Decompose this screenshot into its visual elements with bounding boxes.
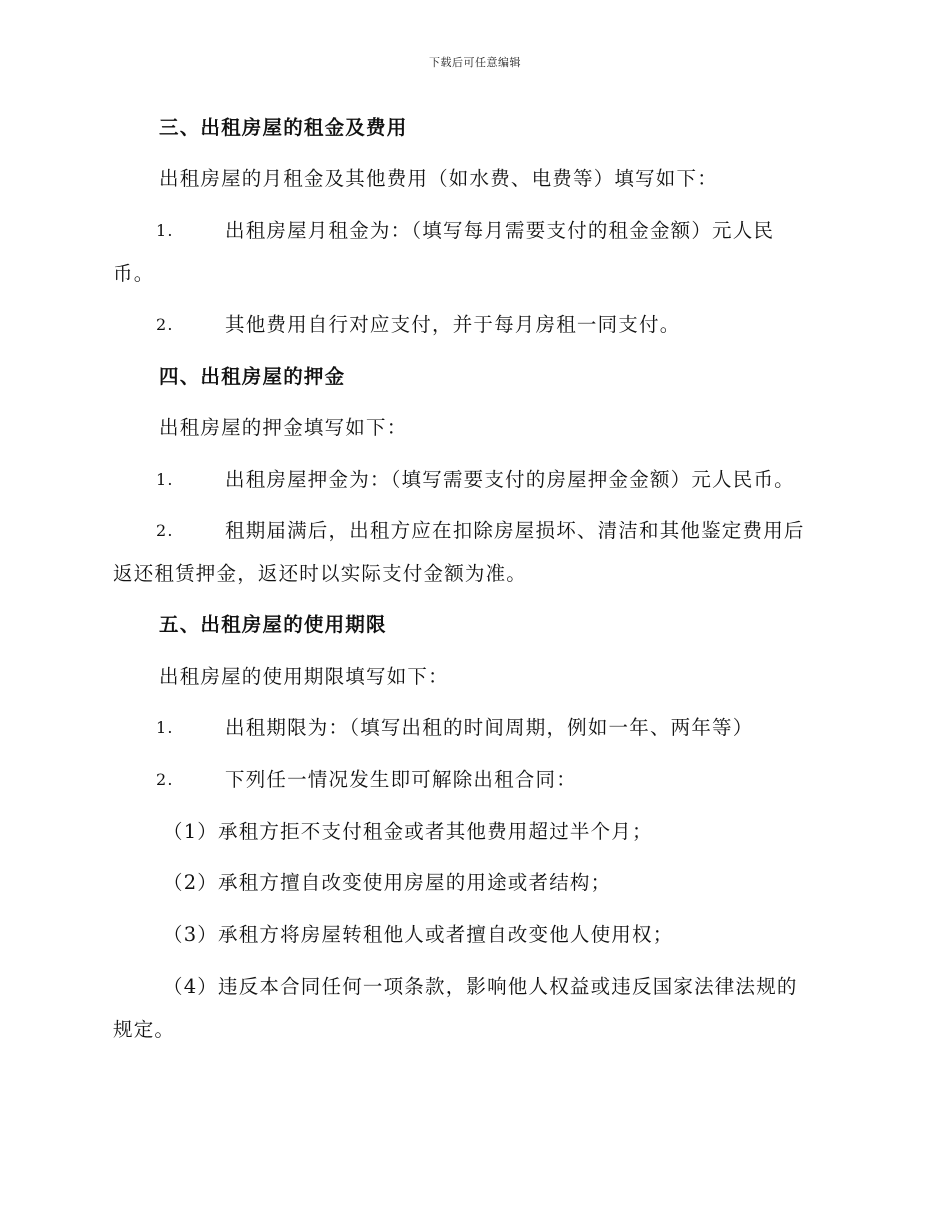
section-heading-4: 四、出租房屋的押金 [159,365,346,388]
list-item [113,706,843,750]
list-item [113,303,843,347]
section-heading-3: 三、出租房屋的租金及费用 [159,116,408,139]
section-intro-4: 出租房屋的押金填写如下： [159,416,408,439]
item-number: 2. [156,770,174,789]
section-intro-5: 出租房屋的使用期限填写如下： [159,665,449,688]
item-text: 租期届满后，出租方应在扣除房屋损坏、清洁和其他鉴定费用后 [225,519,805,542]
item-text-continuation: 返还租赁押金，返还时以实际支付金额为准。 [113,562,528,585]
sub-list-item: （3）承租方将房屋转租他人或者擅自改变他人使用权； [163,923,674,946]
sub-list-item-continuation: 规定。 [113,1018,176,1041]
item-text: 其他费用自行对应支付，并于每月房租一同支付。 [225,313,681,336]
item-text: 出租房屋押金为：（填写需要支付的房屋押金金额）元人民币。 [225,468,795,491]
item-number: 1. [156,718,174,737]
item-number: 2. [156,521,174,540]
sub-list-item: （2）承租方擅自改变使用房屋的用途或者结构； [163,871,612,894]
list-item [113,209,843,253]
item-number: 2. [156,315,174,334]
sub-list-item: （1）承租方拒不支付租金或者其他费用超过半个月； [163,820,653,843]
item-text: 出租期限为：（填写出租的时间周期，例如一年、两年等） [225,716,754,739]
item-text-continuation: 币。 [113,262,155,285]
item-number: 1. [156,470,174,489]
item-text: 出租房屋月租金为：（填写每月需要支付的租金金额）元人民 [225,219,775,242]
item-number: 1. [156,221,174,240]
list-item [113,458,843,502]
sub-list-item: （4）违反本合同任何一项条款，影响他人权益或违反国家法律法规的 [163,975,798,998]
section-heading-5: 五、出租房屋的使用期限 [159,613,387,636]
section-intro-3: 出租房屋的月租金及其他费用（如水费、电费等）填写如下： [159,167,718,190]
list-item [113,509,843,553]
item-text: 下列任一情况发生即可解除出租合同： [225,768,577,791]
page-header: 下载后可任意编辑 [429,56,521,69]
list-item [113,758,843,802]
